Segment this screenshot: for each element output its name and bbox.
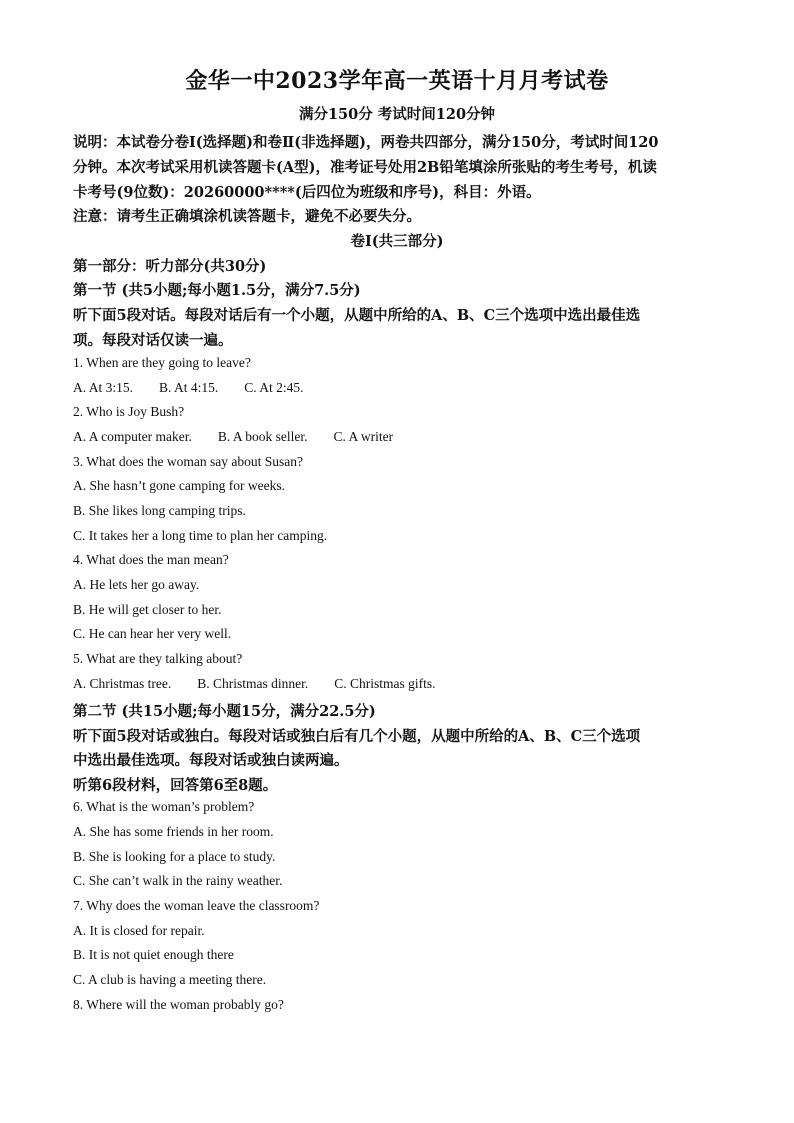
question-3-option-c: C. It takes her a long time to plan her camping. [73,528,328,543]
question-5-option-b: B. Christmas dinner. [197,676,309,691]
question-3-stem: 3. What does the woman say about Susan? [73,454,303,469]
instructions-line-1: 说明：本试卷分卷Ⅰ(选择题)和卷Ⅱ(非选择题)，两卷共四部分，满分150分，考试时间120 [73,134,659,151]
instructions-line-2: 分钟。本次考试采用机读答题卡(A型)，准考证号处用2B铅笔填涂所张贴的考生考号，机读 [73,159,657,176]
question-4-option-a: A. He lets her go away. [73,577,200,592]
question-2-options [73,429,393,445]
section2-directions-line-2: 中选出最佳选项。每段对话或独白读两遍。 [73,752,349,769]
question-5-option-c: C. Christmas gifts. [334,676,436,691]
question-6-option-b: B. She is looking for a place to study. [73,849,276,864]
question-6-option-c: C. She can’t walk in the rainy weather. [73,873,283,888]
question-5-stem: 5. What are they talking about? [73,651,243,666]
section2-directions-line-1: 听下面5段对话或独白。每段对话或独白后有几个小题，从题中所给的A、B、C三个选项 [73,728,641,745]
section1-heading: 第一节 (共5小题;每小题1.5分，满分7.5分) [73,282,361,299]
part1-heading: 第一部分：听力部分(共30分) [73,258,267,275]
question-4-option-b: B. He will get closer to her. [73,602,222,617]
exam-title: 金华一中2023学年高一英语十月月考试卷 [185,68,609,94]
question-7-option-a: A. It is closed for repair. [73,923,205,938]
volume-heading: 卷Ⅰ(共三部分) [350,233,444,250]
question-2-option-a: A. A computer maker. [73,429,192,444]
section1-directions-line-2: 项。每段对话仅读一遍。 [73,332,233,349]
question-1-option-c: C. At 2:45. [244,380,304,395]
question-5-option-a: A. Christmas tree. [73,676,172,691]
question-7-option-c: C. A club is having a meeting there. [73,972,267,987]
question-1-options [73,380,304,396]
question-6-option-a: A. She has some friends in her room. [73,824,274,839]
question-5-options [73,676,436,692]
exam-subtitle: 满分150分 考试时间120分钟 [298,106,496,123]
instructions-note: 注意：请考生正确填涂机读答题卡，避免不必要失分。 [73,208,421,225]
question-8-stem: 8. Where will the woman probably go? [73,997,284,1012]
question-2-stem: 2. Who is Joy Bush? [73,404,185,419]
material-6-note: 听第6段材料，回答第6至8题。 [73,777,278,794]
question-1-option-a: A. At 3:15. [73,380,134,395]
question-4-option-c: C. He can hear her very well. [73,626,232,641]
section2-heading: 第二节 (共15小题;每小题15分，满分22.5分) [73,703,376,720]
question-6-stem: 6. What is the woman’s problem? [73,799,255,814]
section1-directions-line-1: 听下面5段对话。每段对话后有一个小题，从题中所给的A、B、C三个选项中选出最佳选 [73,307,641,324]
question-2-option-b: B. A book seller. [217,429,308,444]
question-3-option-b: B. She likes long camping trips. [73,503,246,518]
question-1-option-b: B. At 4:15. [159,380,219,395]
instructions-line-3: 卡考号(9位数)：20260000****(后四位为班级和序号)，科目：外语。 [73,184,541,201]
question-7-option-b: B. It is not quiet enough there [73,947,234,962]
question-3-option-a: A. She hasn’t gone camping for weeks. [73,478,285,493]
question-2-option-c: C. A writer [333,429,394,444]
question-1-stem: 1. When are they going to leave? [73,355,251,370]
question-4-stem: 4. What does the man mean? [73,552,229,567]
question-7-stem: 7. Why does the woman leave the classroom? [73,898,320,913]
